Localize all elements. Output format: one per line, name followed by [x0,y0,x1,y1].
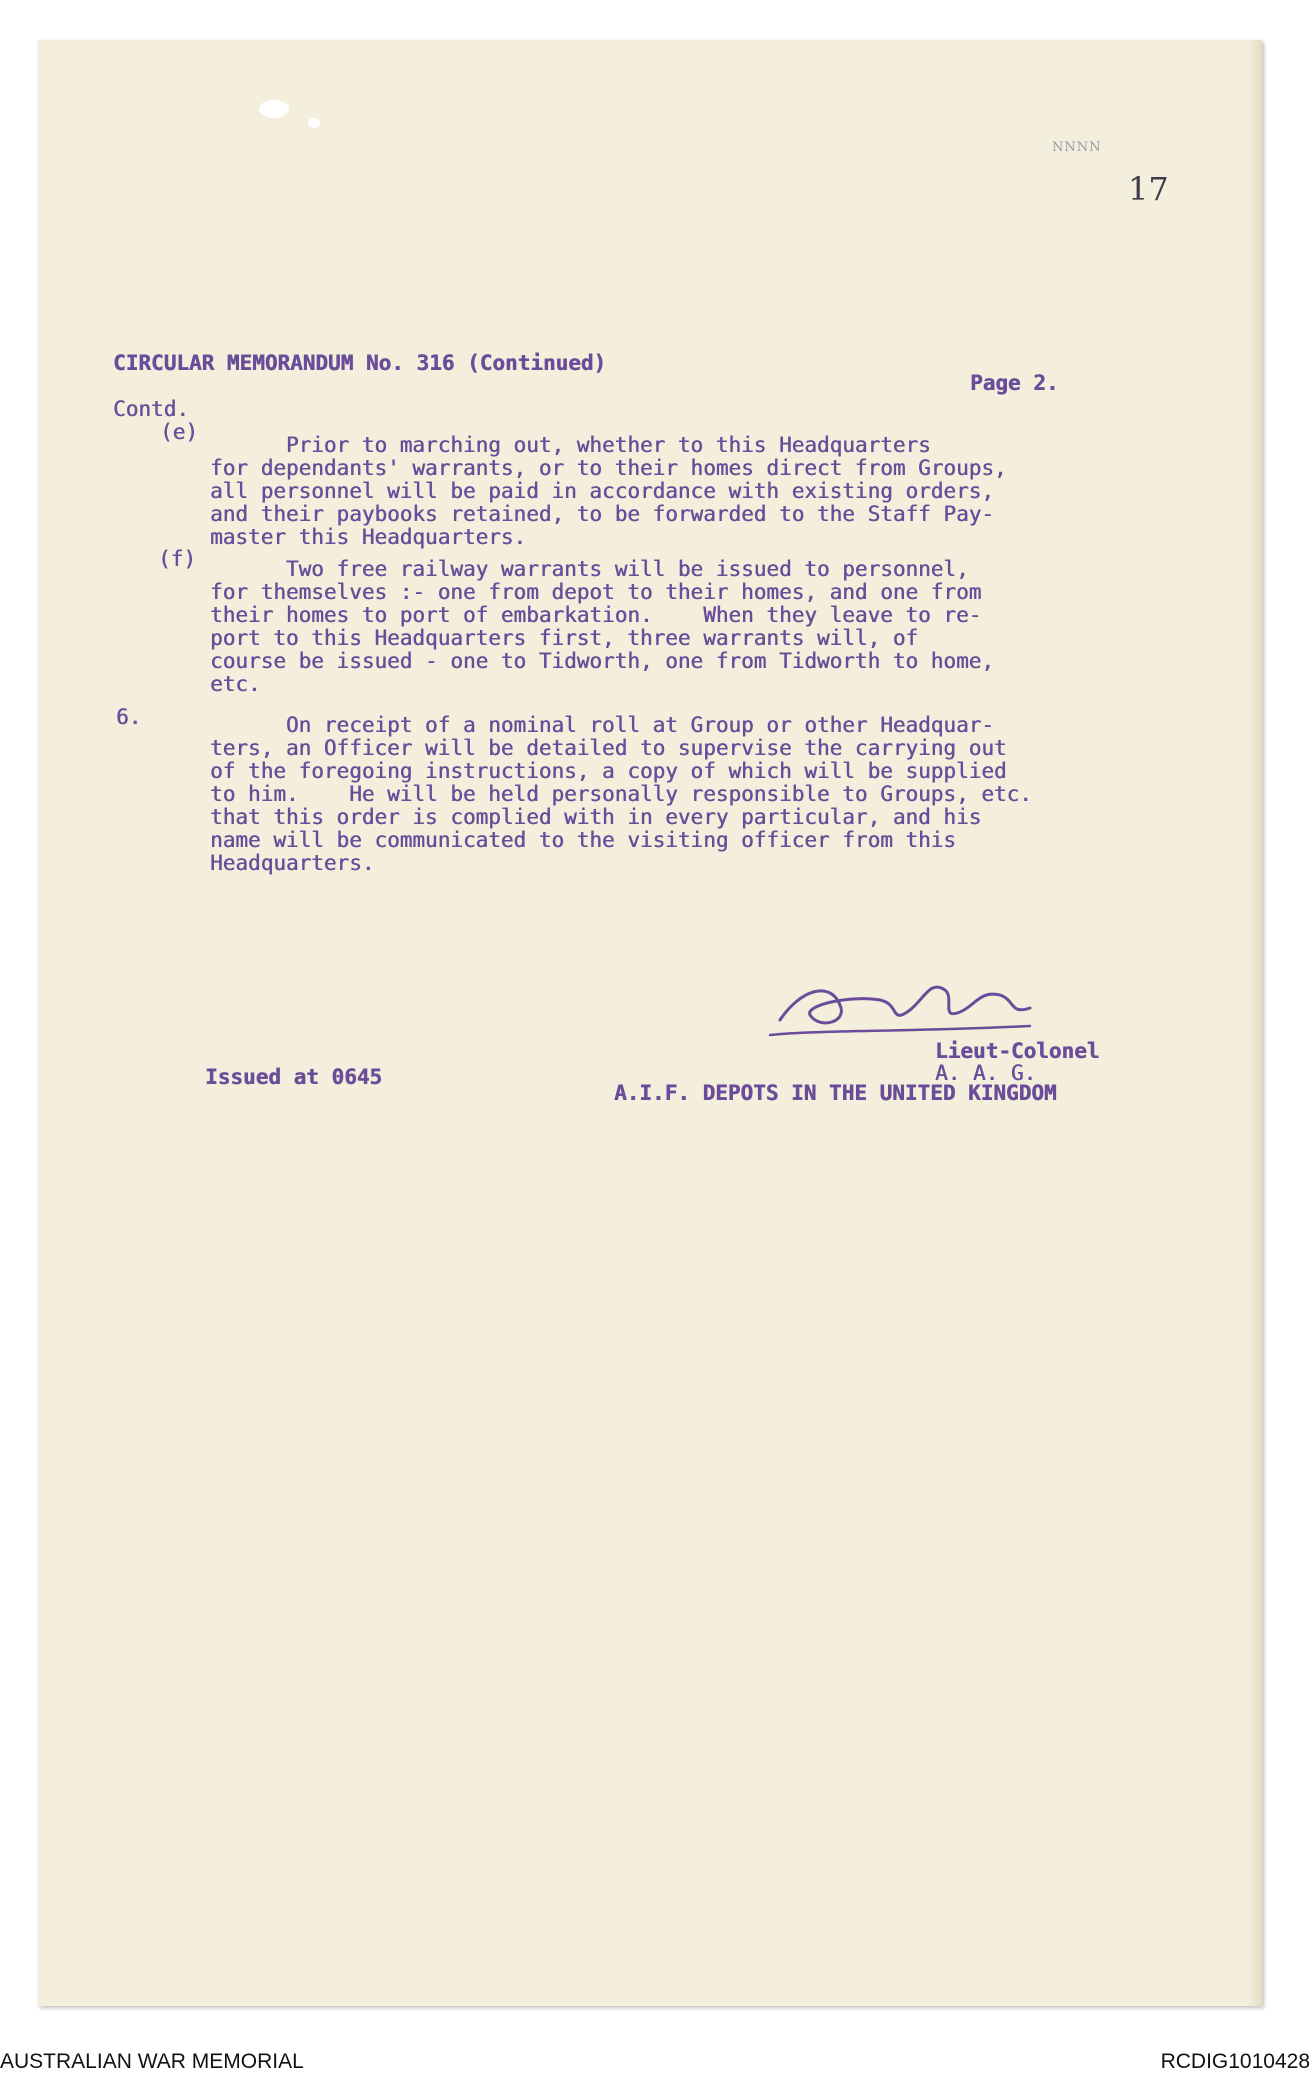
section-f-line: Two free railway warrants will be issued to personnel, [210,557,969,581]
issued-time: Issued at 0645 [205,1065,383,1089]
section-marker-6: 6. [116,705,142,729]
contd-label: Contd. [113,397,189,421]
section-marker-e: (e) [160,420,198,444]
section-e-line: and their paybooks retained, to be forwarded to the Staff Pay- [210,502,994,526]
section-e-line: Prior to marching out, whether to this Headquarters [210,433,931,457]
section-6-line: Headquarters. [210,851,375,875]
folio-stamp: NNNN [1052,140,1102,155]
document-sheet [38,40,1262,2006]
section-e-line: master this Headquarters. [210,525,527,549]
page-label: Page 2. [970,371,1059,395]
footer-institution: AUSTRALIAN WAR MEMORIAL [0,2050,304,2073]
section-6-line: On receipt of a nominal roll at Group or other Headquar- [210,713,994,737]
section-e-line: all personnel will be paid in accordance with existing orders, [210,479,994,503]
signatory-rank: A. A. G. [935,1061,1037,1085]
memo-heading: CIRCULAR MEMORANDUM No. 316 (Continued) [113,351,607,375]
section-6-line: that this order is complied with in every particular, and his [210,805,982,829]
signatory-organisation: A.I.F. DEPOTS IN THE UNITED KINGDOM [614,1081,1057,1105]
section-f-line: port to this Headquarters first, three warrants will, of [210,626,919,650]
section-f-line: etc. [210,672,261,696]
punch-hole [259,100,289,118]
section-6-line: name will be communicated to the visiting officer from this [210,828,956,852]
signatory-title: Lieut-Colonel [935,1039,1100,1063]
section-f-line: course be issued - one to Tidworth, one from Tidworth to home, [210,649,994,673]
section-6-line: to him. He will be held personally responsible to Groups, etc. [210,782,1032,806]
section-6-line: ters, an Officer will be detailed to supervise the carrying out [210,736,1007,760]
section-f-line: for themselves :- one from depot to their homes, and one from [210,580,982,604]
punch-hole-small [308,118,320,128]
section-marker-f: (f) [158,547,196,571]
folio-number: 17 [1128,170,1169,208]
handwritten-signature [760,960,1050,1050]
section-6-line: of the foregoing instructions, a copy of which will be supplied [210,759,1007,783]
sheet-edge [1248,40,1262,2006]
footer-record-id: RCDIG1010428 [1160,2050,1310,2073]
section-e-line: for dependants' warrants, or to their homes direct from Groups, [210,456,1007,480]
section-f-line: their homes to port of embarkation. When they leave to re- [210,603,982,627]
